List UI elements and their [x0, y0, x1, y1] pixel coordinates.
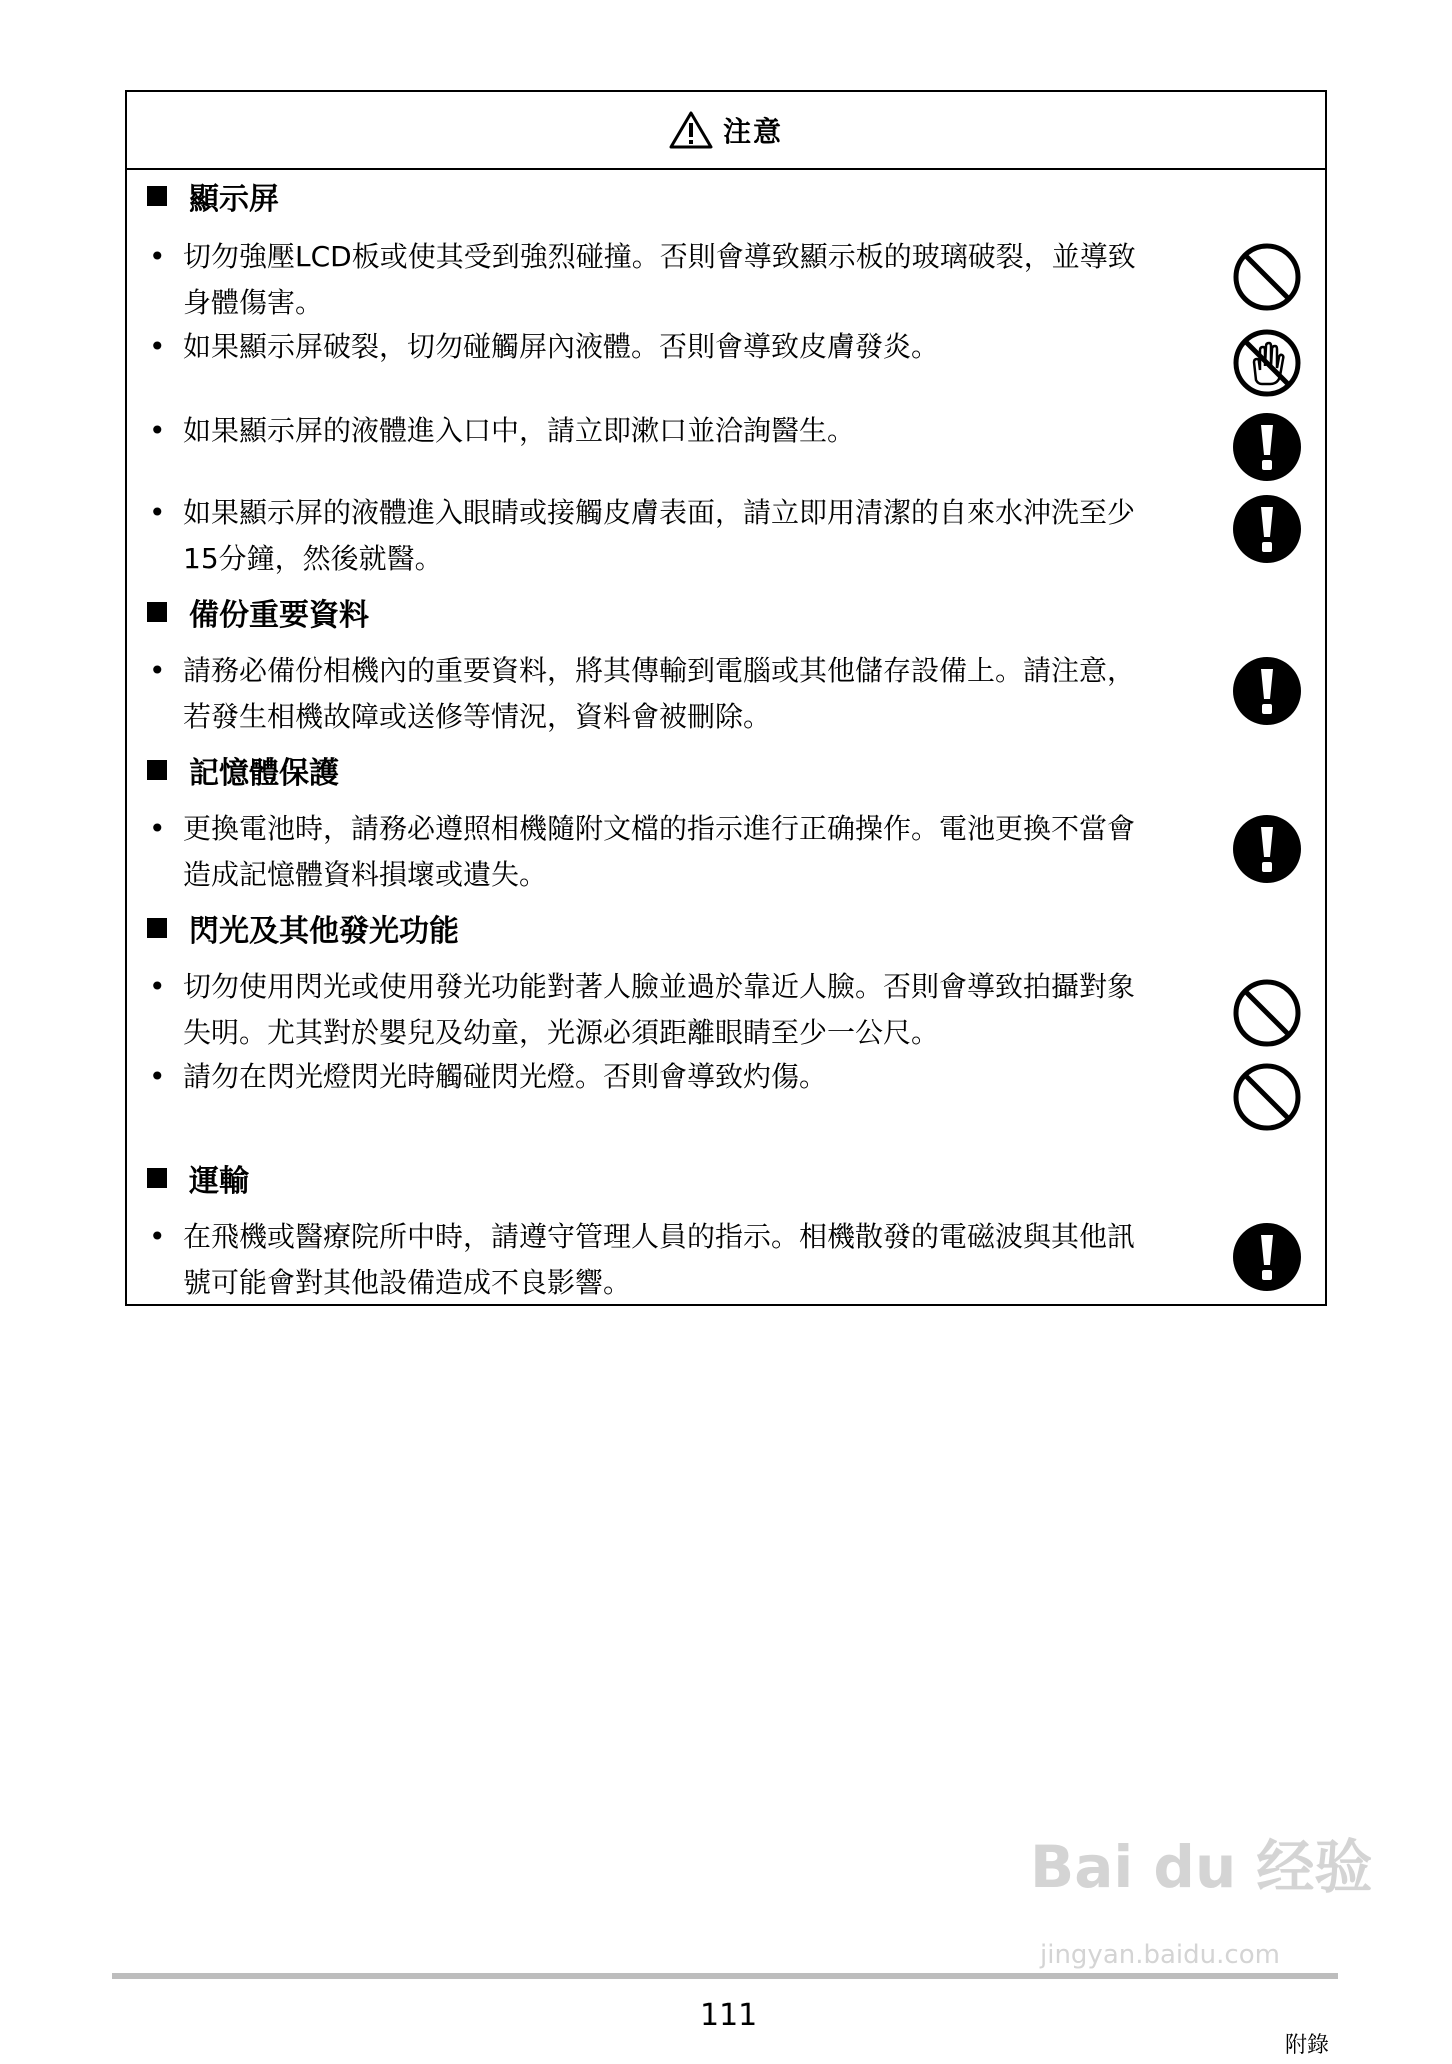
bullet: •	[149, 414, 166, 447]
square-bullet-icon	[147, 186, 167, 206]
square-bullet-icon	[147, 1168, 167, 1188]
mandatory-icon	[1232, 814, 1302, 884]
prohibition-icon	[1232, 1062, 1302, 1132]
section-heading-text: 記憶體保護	[189, 756, 339, 791]
item-text: 請勿在閃光燈閃光時觸碰閃光燈。否則會導致灼傷。	[183, 1060, 828, 1093]
item-text: 請務必備份相機內的重要資料，將其傳輸到電腦或其他儲存設備上。請注意，若發生相機故障或送修等情況，資料會被刪除。	[183, 654, 1136, 733]
section-heading-flash	[147, 906, 459, 950]
no-touch-icon	[1232, 328, 1302, 398]
section-heading-text: 備份重要資料	[189, 598, 369, 633]
square-bullet-icon	[147, 760, 167, 780]
section-heading-memory	[147, 748, 339, 792]
bullet: •	[149, 496, 166, 529]
section-heading-display	[147, 174, 279, 218]
list-item	[149, 648, 1149, 740]
item-text: 切勿使用閃光或使用發光功能對著人臉並過於靠近人臉。否則會導致拍攝對象失明。尤其對於嬰兒及幼童，光源必須距離眼睛至少一公尺。	[183, 970, 1136, 1049]
caution-title: 注意	[722, 115, 783, 148]
warning-triangle-icon	[669, 110, 713, 150]
list-item	[149, 1214, 1149, 1306]
list-item	[149, 324, 1149, 370]
footer-divider	[112, 1973, 1338, 1979]
section-heading-text: 運輸	[189, 1164, 249, 1199]
bullet: •	[149, 1060, 166, 1093]
bullet: •	[149, 240, 166, 273]
list-item	[149, 1054, 1149, 1100]
list-item	[149, 964, 1149, 1056]
prohibition-icon	[1232, 242, 1302, 312]
section-heading-transport	[147, 1156, 249, 1200]
caution-box	[125, 90, 1327, 1306]
list-item	[149, 806, 1149, 898]
item-text: 在飛機或醫療院所中時，請遵守管理人員的指示。相機散發的電磁波與其他訊號可能會對其他設備造成不良影響。	[183, 1220, 1136, 1299]
section-heading-backup	[147, 590, 369, 634]
bullet: •	[149, 1220, 166, 1253]
item-text: 如果顯示屏破裂，切勿碰觸屏內液體。否則會導致皮膚發炎。	[183, 330, 940, 363]
section-heading-text: 閃光及其他發光功能	[189, 914, 459, 949]
watermark-url: jingyan.baidu.com	[1040, 1940, 1280, 1970]
item-text: 如果顯示屏的液體進入眼睛或接觸皮膚表面，請立即用清潔的自來水沖洗至少15分鐘，然後就醫。	[183, 496, 1136, 575]
square-bullet-icon	[147, 918, 167, 938]
mandatory-icon	[1232, 1222, 1302, 1292]
list-item	[149, 234, 1149, 326]
bullet: •	[149, 970, 166, 1003]
footer-section-label: 附錄	[1285, 2033, 1330, 2058]
list-item	[149, 408, 1149, 454]
item-text: 如果顯示屏的液體進入口中，請立即漱口並洽詢醫生。	[183, 414, 856, 447]
caution-header	[127, 92, 1325, 170]
mandatory-icon	[1232, 656, 1302, 726]
square-bullet-icon	[147, 602, 167, 622]
item-text: 更換電池時，請務必遵照相機隨附文檔的指示進行正确操作。電池更換不當會造成記憶體資料損壞或遺失。	[183, 812, 1136, 891]
bullet: •	[149, 654, 166, 687]
watermark: Bai du 经验	[1030, 1833, 1373, 1901]
section-heading-text: 顯示屏	[189, 182, 279, 217]
prohibition-icon	[1232, 978, 1302, 1048]
bullet: •	[149, 330, 166, 363]
item-text: 切勿強壓LCD板或使其受到強烈碰撞。否則會導致顯示板的玻璃破裂，並導致身體傷害。	[183, 240, 1136, 319]
bullet: •	[149, 812, 166, 845]
page-number: 111	[700, 1998, 758, 2033]
mandatory-icon	[1232, 412, 1302, 482]
list-item	[149, 490, 1149, 582]
mandatory-icon	[1232, 494, 1302, 564]
